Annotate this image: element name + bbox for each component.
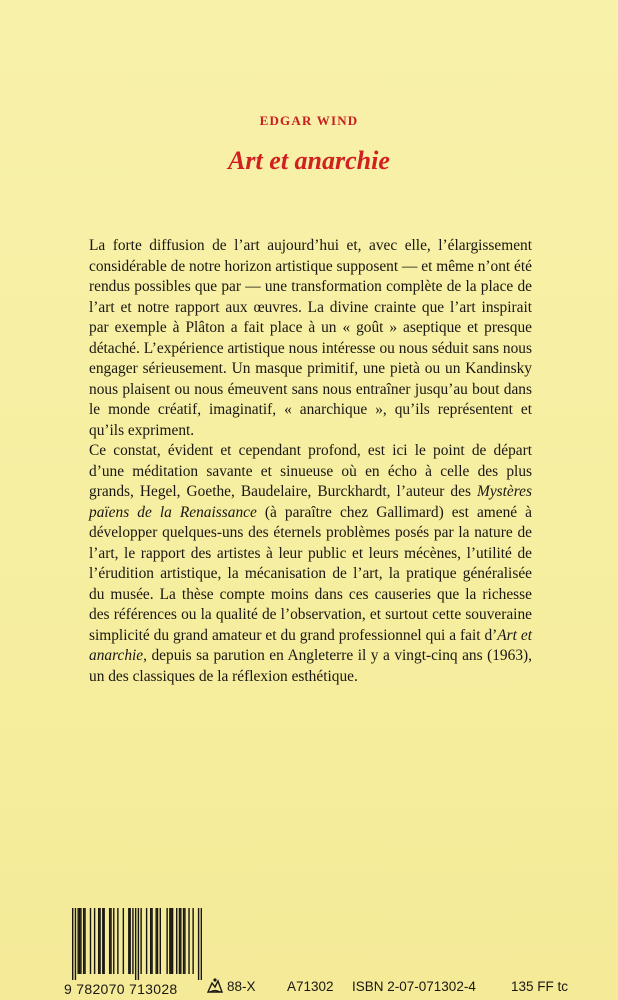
barcode-bar [77, 908, 78, 974]
barcode-bar [83, 908, 84, 974]
barcode-bar [99, 908, 100, 974]
barcode-bar [94, 908, 95, 974]
barcode-bar [188, 908, 189, 974]
blurb-text [89, 236, 532, 687]
barcode-bar [151, 908, 152, 974]
barcode-bar [110, 908, 111, 974]
book-title: Art et anarchie [228, 146, 390, 175]
barcode-bar [184, 908, 185, 974]
barcode-bar [113, 908, 114, 974]
barcode-bar [201, 908, 202, 980]
blurb-p2-start: Ce constat, évident et cependant profond, est ici le point de départ d’une méditation savante et sinueuse où en écho à celle des plus grands, Hegel, Goethe, Baudelaire, Burckhardt, l’auteur des [89, 442, 532, 500]
barcode-block [64, 908, 204, 1000]
barcode-bar [75, 908, 76, 980]
barcode-bar [80, 908, 81, 974]
barcode-bar [98, 908, 99, 974]
gallimard-logo-icon [205, 977, 225, 995]
barcode-bar [183, 908, 184, 974]
barcode-bar [169, 908, 170, 974]
barcode-bar [79, 908, 80, 974]
isbn-number: ISBN 2-07-071302-4 [352, 979, 476, 994]
barcode-bar [172, 908, 173, 974]
author-name: EDGAR WIND [259, 113, 359, 128]
barcode-bar [123, 908, 124, 974]
barcode-bar [179, 908, 180, 974]
barcode-bar [176, 908, 177, 974]
barcode-bar [102, 908, 103, 974]
barcode-bar [135, 908, 136, 980]
barcode-bar [129, 908, 130, 974]
blurb-p2-middle: (à paraître chez Gallimard) est amené à développer quelques-uns des éternels problèmes posés par la nature de l’art, le rapport des artistes à leur public et leurs mécènes, l’utilité de l’érudition artistique, la mécanisation de l’art, la pratique généralisée du musée. La thèse compte moins dans ces causeries que la richesse des références ou la qualité de l’observation, et surtout cette souveraine simplicité du grand amateur et du grand professionnel qui a fait d’ [89, 503, 533, 644]
barcode-bar [140, 908, 141, 974]
barcode-bar [103, 908, 104, 974]
barcode-bar [132, 908, 133, 974]
barcode [72, 908, 202, 980]
barcode-digits: 9 782070 713028 [64, 981, 178, 997]
blurb-paragraph-2 [89, 441, 532, 687]
barcode-bar [150, 908, 151, 974]
barcode-bar [72, 908, 73, 980]
barcode-bar [160, 908, 161, 974]
cited-work-title: Mystères païens de la Renaissance [89, 483, 532, 521]
barcode-bar [180, 908, 181, 974]
barcode-bar [192, 908, 193, 974]
barcode-bar [171, 908, 172, 974]
barcode-bar [90, 908, 91, 974]
price: 135 FF tc [511, 979, 569, 994]
footer-info [205, 979, 605, 997]
barcode-bar [198, 908, 199, 980]
barcode-bar [157, 908, 158, 974]
code-suffix: 88-X [227, 979, 256, 994]
barcode-bar [138, 908, 139, 980]
barcode-bar [109, 908, 110, 974]
barcode-bar [155, 908, 156, 974]
barcode-bar [128, 908, 129, 974]
barcode-bar [117, 908, 118, 974]
blurb-paragraph-1: La forte diffusion de l’art aujourd’hui et, avec elle, l’élargissement considérable de notre horizon artistique supposent — et même n’ont été rendus possibles que par — une transformation complète de la place de l’art et notre rapport aux œuvres. La divine crainte que l’art inspirait par exemple à Plâton a fait place à un « goût » aseptique et presque détaché. L’expérience artistique nous intéresse ou nous séduit sans nous engager sérieusement. Un masque primitif, une pietà ou un Kandinsky nous plaisent ou nous émeuvent sans nous entraîner jusqu’au bout dans le monde créatif, imaginatif, « anarchique », qu’ils représentent et qu’ils expriment. [89, 237, 532, 439]
blurb-p2-end: , depuis sa parution en Angleterre il y a vingt-cinq ans (1963), un des classiques de la réflexion esthétique. [89, 647, 532, 685]
barcode-bar [146, 908, 147, 974]
cited-book-title: Art et anarchie [89, 626, 532, 664]
barcode-bar [166, 908, 167, 974]
barcode-bar [84, 908, 85, 974]
catalog-number: A71302 [287, 979, 334, 994]
